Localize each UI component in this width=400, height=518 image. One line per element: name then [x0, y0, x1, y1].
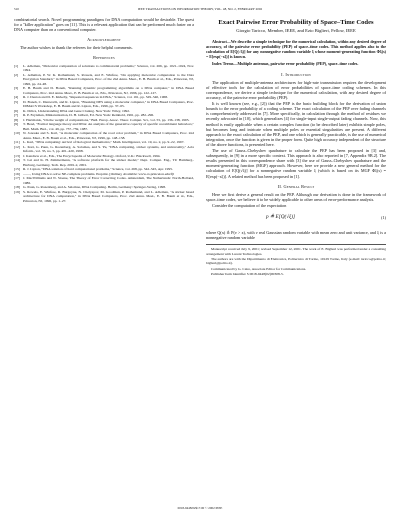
reference-number: [5]	[14, 99, 19, 104]
reference-number: [8]	[14, 117, 19, 122]
reference-text: R. P. Feynman, Miniaturization, D. H. Gilbert, Ed. New York: Reinhold, 1961, pp. 282–296.	[23, 113, 155, 118]
acknowledgment-text: The author wishes to thank the referees for their helpful comments.	[20, 45, 133, 51]
reference-item	[14, 86, 194, 95]
general-result-heading: II. General Result	[277, 183, 315, 189]
intro-paragraph-3: The use of Gauss–Chebyshev quadrature to calculate the PEP has been proposed in [3] and, subsequently, in [9] in a more specific context. This approach is also reported in [7, Appendix 9B.2]. The results presented in this correspondence share with [3] the use of Gauss–Chebyshev quadrature and the moment-generating function (MGF) approach. However, here we provide a new general method for the calculation of E[Q(√ξ)] for a nonnegative random variable ξ (which is based on its MGF Φξ(s) = E[exp(−sξ)]. A related method has been proposed in [1].	[206, 148, 386, 179]
reference-text: L. Kari, "DNA computing: Arrival of biological mathematics," Math. Intelligencer, vol. 19, no. 2, pp. 9–22, 1997.	[23, 140, 185, 145]
reference-text: ——, Using DNA to solve NP-complete problems. Preprint. [Online]. Available: www.cs.princeton.edu/fjl	[23, 171, 175, 176]
footnote-affiliation: The authors are with the Dipartimento di Elettronica, Politecnico di Torino, 10129 Torino, Italy (e-mail: taricco@polito.it; biglieri@polito.it).	[206, 256, 386, 266]
reference-item	[14, 64, 194, 73]
reference-item	[14, 158, 194, 167]
abstract: Abstract—We describe a simple technique for the numerical calculation, within any desired degree of accuracy, of the pairwise error probability (PEP) of space–time codes. This method applies also to the calculation of E[Q(√ξ)] for any nonnegative random variable ξ whose moment-generating function Φξ(s) = E[exp(−sξ)] is known.	[206, 39, 386, 59]
reference-text: K. Drlica, Understanding DNA and Gene Cloning. New York: Wiley, 1992.	[23, 108, 130, 113]
footnote-identifier: Publisher Item Identifier S 0018-9448(02)00308-5.	[211, 272, 284, 277]
introduction-heading: I. Introduction	[281, 71, 311, 77]
reference-text: J. MacWilliams and N. Sloane, The Theory of Error Correcting Codes. Amsterdam, The Netherlands: North-Holland, 1986.	[23, 176, 194, 185]
reference-number: [11]	[14, 140, 20, 145]
paper-title: Exact Pairwise Error Probability of Space–Time Codes	[218, 19, 374, 26]
reference-item	[14, 176, 194, 185]
reference-item	[14, 122, 194, 131]
reference-number: [17]	[14, 176, 20, 181]
reference-number: [14]	[14, 158, 20, 163]
equation: p ≜ E[Q(√ξ)]	[266, 213, 296, 220]
equation-block	[206, 212, 386, 226]
reference-text: J. Kendrew et al., Eds., The Encyclopedia of Molecular Biology. Oxford, U.K.: Blackwell, 1994.	[23, 153, 161, 158]
reference-number: [19]	[14, 189, 20, 194]
right-column	[206, 17, 386, 278]
general-paragraph-2: Consider the computation of the expectation	[212, 202, 287, 208]
reference-number: [13]	[14, 153, 20, 158]
left-column	[14, 17, 194, 203]
footnote-communicated: Communicated by G. Caire, Associate Editor for Communications.	[211, 266, 307, 271]
reference-item	[14, 100, 194, 109]
footnote-manuscript: Manuscript received July 9, 2001; revised September 12, 2001. The work of E. Biglieri was performed under a consulting arrangement with Lucent Technologies.	[206, 247, 386, 256]
reference-number: [7]	[14, 113, 19, 118]
reference-item	[14, 190, 194, 204]
running-header	[14, 7, 386, 15]
footnote	[206, 244, 386, 276]
equation-number: (1)	[381, 214, 386, 220]
reference-list	[14, 64, 194, 204]
intro-paragraph-2: It is well known (see, e.g., [2]) that the PEP is the basic building block for the derivation of union bounds to the error probability of a coding scheme. The exact calculation of the PEP over fading channels is comprehensively addressed in [7]. More specifically, in calculation through the method of residues we recently advocated in [10], which generalizes [4] for single-input single-output fading channels. Now, this method is easily applicable when a certain complex function (to be described later) exhibits simple poles, but becomes long and intricate when multiple poles or essential singularities are present. A different approach to the exact calculation of the PEP, and one which is generally practicable, is the use of numerical integration, once the function is given in the proper form. Quite high accuracy independent of the structure of the above functions, is presented here.	[206, 101, 386, 147]
reference-number: [2]	[14, 72, 19, 77]
reference-number: [16]	[14, 171, 20, 176]
reference-text: L. Kari, G. Paun, G. Rozenberg, A. Salomaa, and S. Yu, "DNA computing, sticker systems, and universality," Acta Inform., vol. 35, no. 5, pp. 401–420, 1998.	[23, 144, 194, 154]
reference-text: R. J. Lipton, "DNA solution of hard computational problems," Science, vol. 268, pp. 542–545, Apr. 1995.	[23, 167, 173, 172]
reference-text: J. Hartmanis, "On the weight of computations," Bull. Europ. Assoc. Theor. Comput. Sci., vol. 55, pp. 136–138, 1995.	[23, 117, 190, 122]
reference-text: E. B. Baum and D. Boneh, "Running dynamic programming algorithms on a DNA computer," in DNA Based Computers, Proc. 2nd Annu. Meet., E. B. Baum et al., Eds., Princeton, NJ, 1996, pp. 122–127.	[23, 86, 194, 95]
reference-text: D. Boneh, C. Dunworth, and R. Lipton, "Breaking DES using a molecular computer," in DNA Based Computers, Proc. DIMACS Workshop, E. B. Baum and R. Lipton, Eds., 1996, pp. 37–65.	[23, 99, 194, 109]
reference-number: [12]	[14, 144, 20, 149]
reference-text: R. J. Deaton and D. E. Kirkeby, "Repeated sequences in DNA," Science, vol. 161, pp. 529–540, 1968.	[23, 95, 168, 100]
reference-text: G. Paun, G. Rozenberg, and A. Salomaa, DNA Computing. Berlin, Germany: Springer-Verlag, 1998.	[23, 185, 166, 190]
page-number: 510	[14, 7, 19, 11]
reference-number: [15]	[14, 167, 20, 172]
reference-number: [1]	[14, 63, 19, 68]
intro-paragraph: combinatorial search. Novel programming paradigms for DNA computation would be desirable. The quest for a "killer application" goes on [11]. This is a relevant application that can be performed much faster on a DNA computer than on a conventional computer.	[14, 17, 194, 33]
reference-number: [6]	[14, 108, 19, 113]
reference-text: T. Head, "Formal language theory and DNA: An analysis of the generative capacity of specific recombinant behaviors," Bull. Math. Biol., vol. 49, pp. 737–759, 1987.	[23, 122, 194, 131]
reference-item	[14, 131, 194, 140]
reference-text: L. Adleman, P. W. K. Rothemund, S. Roweis, and E. Winfree, "On applying molecular computation to the Data Encryption Standard," in DNA Based Computers, Proc. of the 2nd Annu. Meet., E. B. Baum et al., Eds., Princeton, NJ, 1996, pp. 24–48.	[23, 72, 194, 86]
intro-paragraph-1: The application of multiple-antenna architectures for high-rate transmission requires the development of effective tools for the calculation of error probabilities of space–time coding schemes. In this correspondence, we derive a simple technique for the numerical calculation, with any desired degree of accuracy, of the pairwise error probability (PEP).	[206, 79, 386, 101]
references-heading: References	[93, 55, 115, 61]
reference-text: N. Jonoska and S. Karl, "A molecular computation of the road color problem," in DNA Based Computers, Proc. 2nd Annu. Meet., E. B. Baum et al., Eds., Princeton, NJ, 1996, pp. 148–158.	[23, 131, 194, 140]
general-paragraph-1: Here we first derive a general result on the PEP. Although our derivation is done in the framework of space–time codes, we believe it to be widely applicable to other areas of error-performance analysis.	[206, 191, 386, 202]
reference-number: [9]	[14, 122, 19, 127]
index-terms: Index Terms—Multiple antennas, pairwise error probability (PEP), space–time codes.	[212, 60, 359, 66]
reference-number: [18]	[14, 185, 20, 190]
reference-item	[14, 73, 194, 87]
reference-text: S. Roweis, E. Winfree, R. Burgoyne, N. Chelyapov, M. Goodman, P. Rothemund, and L. Adleman, "A sticker based architecture for DNA computation," in DNA Based Computers, Proc. 2nd Annu. Meet., E. B. Baum et al., Eds., Princeton, NJ, 1996, pp. 1–27.	[23, 189, 194, 203]
reference-number: [10]	[14, 131, 20, 136]
general-paragraph-3: where Q(x) ≜ P(ν > x), with ν real Gaussian random variable with mean zero and unit variance, and ξ is a nonnegative random variable	[206, 229, 386, 241]
reference-number: [4]	[14, 95, 19, 100]
paper-authors: Giorgio Taricco, Member, IEEE, and Ezio Biglieri, Fellow, IEEE	[236, 28, 356, 34]
reference-text: T. Lai and K. H. Zimmermann, "A software platform for the sticker model," Dept. Comput. Eng., TU Hamburg–Harburg, Germany, Tech. Rep. 2001-2, 2001.	[23, 158, 194, 167]
copyright-footer: 0018-9448/02$17.00 © 2002 IEEE	[177, 506, 223, 510]
reference-text: L. Adleman, "Molecular computation of solutions to combinatorial problems," Science, vol. 266, pp. 1021–1024, Nov. 1994.	[23, 63, 194, 73]
reference-number: [3]	[14, 86, 19, 91]
reference-item	[14, 145, 194, 154]
journal-name: IEEE TRANSACTIONS ON INFORMATION THEORY, VOL. 48, NO. 2, FEBRUARY 2002	[137, 7, 263, 11]
acknowledgment-heading: Acknowledgment	[87, 37, 121, 43]
